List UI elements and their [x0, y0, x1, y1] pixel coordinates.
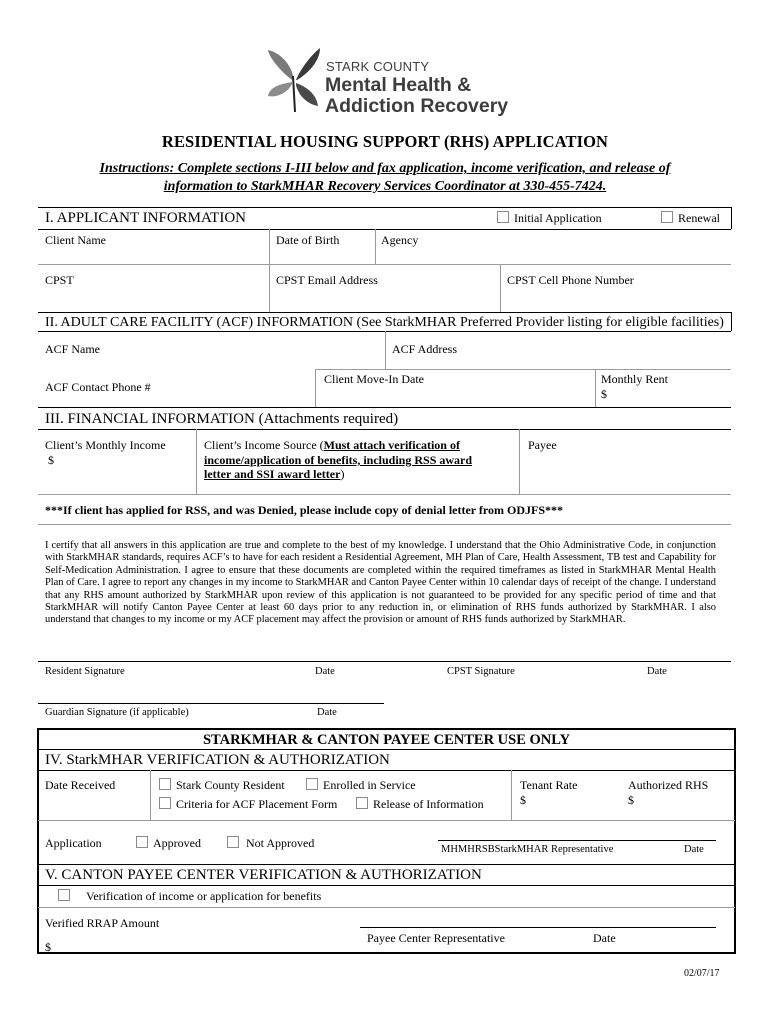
- representative-label: MHMHRSBStarkMHAR Representative: [441, 844, 614, 855]
- date-label: Date: [315, 666, 335, 677]
- divider: [196, 429, 197, 494]
- logo-line2: Mental Health &: [325, 74, 472, 96]
- renewal-checkbox[interactable]: [661, 211, 673, 223]
- divider: [38, 494, 731, 495]
- date-label: Date: [317, 707, 337, 718]
- approved-checkbox[interactable]: [136, 836, 148, 848]
- divider: [150, 770, 151, 820]
- income-source-line3-text: letter and SSI award letter: [204, 467, 341, 481]
- divider: [38, 264, 731, 265]
- instructions-line1: Instructions: Complete sections I-III below and fax application, income verification, and release of: [99, 161, 671, 176]
- date-label: Date: [684, 844, 704, 855]
- payee-representative-label: Payee Center Representative: [367, 931, 505, 945]
- section2-heading: II. ADULT CARE FACILITY (ACF) INFORMATION (See StarkMHAR Preferred Provider listing for eligible facilities): [45, 315, 724, 330]
- divider: [595, 369, 596, 407]
- section1-heading: I. APPLICANT INFORMATION: [45, 210, 246, 226]
- income-source-prefix: Client’s Income Source (: [204, 438, 324, 452]
- divider: [315, 369, 316, 407]
- release-checkbox[interactable]: [356, 797, 368, 809]
- acf-name-label: ACF Name: [45, 342, 100, 356]
- income-source-requirement: Must attach verification of: [323, 438, 460, 452]
- authorized-rhs-label: Authorized RHS: [628, 778, 709, 792]
- verified-rrap-dollar: $: [45, 940, 51, 954]
- signature-line: [38, 703, 384, 704]
- release-label: Release of Information: [373, 797, 484, 811]
- verification-checkbox[interactable]: [58, 889, 70, 901]
- divider: [38, 207, 731, 208]
- divider: [385, 331, 386, 369]
- resident-signature-label: Resident Signature: [45, 666, 125, 677]
- divider: [500, 264, 501, 312]
- divider: [38, 229, 731, 230]
- date-label: Date: [647, 666, 667, 677]
- divider: [375, 229, 376, 264]
- signature-line: [438, 840, 716, 841]
- signature-line: [38, 661, 731, 662]
- divider: [38, 885, 735, 886]
- acf-address-label: ACF Address: [392, 342, 458, 356]
- payee-label: Payee: [528, 438, 557, 452]
- use-only-heading: STARKMHAR & CANTON PAYEE CENTER USE ONLY: [202, 732, 571, 748]
- enrolled-checkbox[interactable]: [306, 778, 318, 790]
- instructions-line2: information to StarkMHAR Recovery Services Coordinator at 330-455-7424.: [163, 179, 607, 194]
- butterfly-logo-icon: [266, 46, 322, 116]
- client-name-label: Client Name: [45, 233, 106, 247]
- stark-resident-checkbox[interactable]: [159, 778, 171, 790]
- guardian-signature-label: Guardian Signature (if applicable): [45, 707, 189, 718]
- income-source-suffix: ): [340, 467, 345, 481]
- not-approved-checkbox[interactable]: [227, 836, 239, 848]
- divider: [38, 864, 735, 865]
- signature-line: [360, 927, 716, 928]
- authorized-rhs-dollar: $: [628, 793, 634, 807]
- stark-resident-label: Stark County Resident: [176, 778, 285, 792]
- verification-label: Verification of income or application for benefits: [86, 889, 322, 903]
- monthly-income-dollar: $: [48, 453, 54, 467]
- divider: [731, 207, 732, 229]
- income-source-label: [204, 438, 460, 452]
- section5-heading: V. CANTON PAYEE CENTER VERIFICATION & AUTHORIZATION: [45, 867, 482, 883]
- verified-rrap-label: Verified RRAP Amount: [45, 916, 160, 930]
- enrolled-label: Enrolled in Service: [323, 778, 416, 792]
- tenant-rate-label: Tenant Rate: [520, 778, 578, 792]
- monthly-rent-label: Monthly Rent: [601, 372, 669, 386]
- cpst-email-label: CPST Email Address: [276, 273, 378, 287]
- date-of-birth-label: Date of Birth: [276, 233, 340, 247]
- divider: [38, 407, 731, 408]
- logo-line1: STARK COUNTY: [326, 59, 430, 74]
- divider: [38, 524, 731, 525]
- agency-label: Agency: [381, 233, 419, 247]
- criteria-checkbox[interactable]: [159, 797, 171, 809]
- income-source-line2: income/application of benefits, including RSS award: [204, 453, 473, 467]
- certification-text: I certify that all answers in this application are true and complete to the best of my knowledge. I understand that the Ohio Administrative Code, in conjunction with StarkMHAR standards, requires ACF’s to have for each resident a Residential Agreement, MH Plan of Care, Health Assessment, TB test and Capability for Self-Medication Administration. I agree to ensure that these documents are completed within the required timeframes as listed in StarkMHAR Mental Health Plan of Care. I agree to report any changes in my income to StarkMHAR and Canton Payee Center within 10 calendar days of receipt of the change. I understand that any RHS amount authorized by StarkMHAR upon review of this application is not guaranteed to be provided for any specific period of time and that StarkMHAR will notify Canton Payee Center at least 60 days prior to any reduction in, or elimination of RHS funds authorized by StarkMHAR. I also understand that changes to my income or my ACF placement may affect the provision or amount of RHS funds authorized by StarkMHAR.: [45, 540, 716, 626]
- denied-note: ***If client has applied for RSS, and was Denied, please include copy of denial letter from ODJFS***: [45, 503, 564, 517]
- divider: [38, 749, 735, 750]
- divider: [38, 907, 735, 908]
- date-received-label: Date Received: [45, 778, 116, 792]
- section4-heading: IV. StarkMHAR VERIFICATION & AUTHORIZATION: [45, 752, 390, 768]
- criteria-label: Criteria for ACF Placement Form: [176, 797, 338, 811]
- page-title: RESIDENTIAL HOUSING SUPPORT (RHS) APPLICATION: [161, 132, 609, 151]
- client-move-in-label: Client Move-In Date: [324, 372, 424, 386]
- renewal-label: Renewal: [678, 211, 720, 225]
- acf-contact-phone-label: ACF Contact Phone #: [45, 380, 151, 394]
- initial-application-label: Initial Application: [514, 211, 602, 225]
- approved-label: Approved: [153, 836, 201, 850]
- monthly-rent-dollar: $: [601, 387, 607, 401]
- cpst-label: CPST: [45, 273, 74, 287]
- income-source-line3: [204, 467, 344, 481]
- divider: [38, 312, 731, 313]
- footer-date: 02/07/17: [684, 968, 720, 979]
- application-label: Application: [45, 836, 102, 850]
- not-approved-label: Not Approved: [246, 836, 315, 850]
- divider: [269, 229, 270, 264]
- divider: [38, 770, 735, 771]
- divider: [269, 264, 270, 312]
- divider: [511, 770, 512, 820]
- date-label: Date: [593, 931, 616, 945]
- section3-heading: III. FINANCIAL INFORMATION (Attachments required): [45, 411, 399, 427]
- logo-line3: Addiction Recovery: [325, 95, 509, 117]
- divider: [519, 429, 520, 494]
- cpst-cell-label: CPST Cell Phone Number: [507, 273, 634, 287]
- divider: [315, 369, 731, 370]
- divider: [731, 312, 732, 331]
- divider: [38, 429, 731, 430]
- divider: [38, 820, 735, 821]
- tenant-rate-dollar: $: [520, 793, 526, 807]
- initial-application-checkbox[interactable]: [497, 211, 509, 223]
- cpst-signature-label: CPST Signature: [447, 666, 515, 677]
- monthly-income-label: Client’s Monthly Income: [45, 438, 166, 452]
